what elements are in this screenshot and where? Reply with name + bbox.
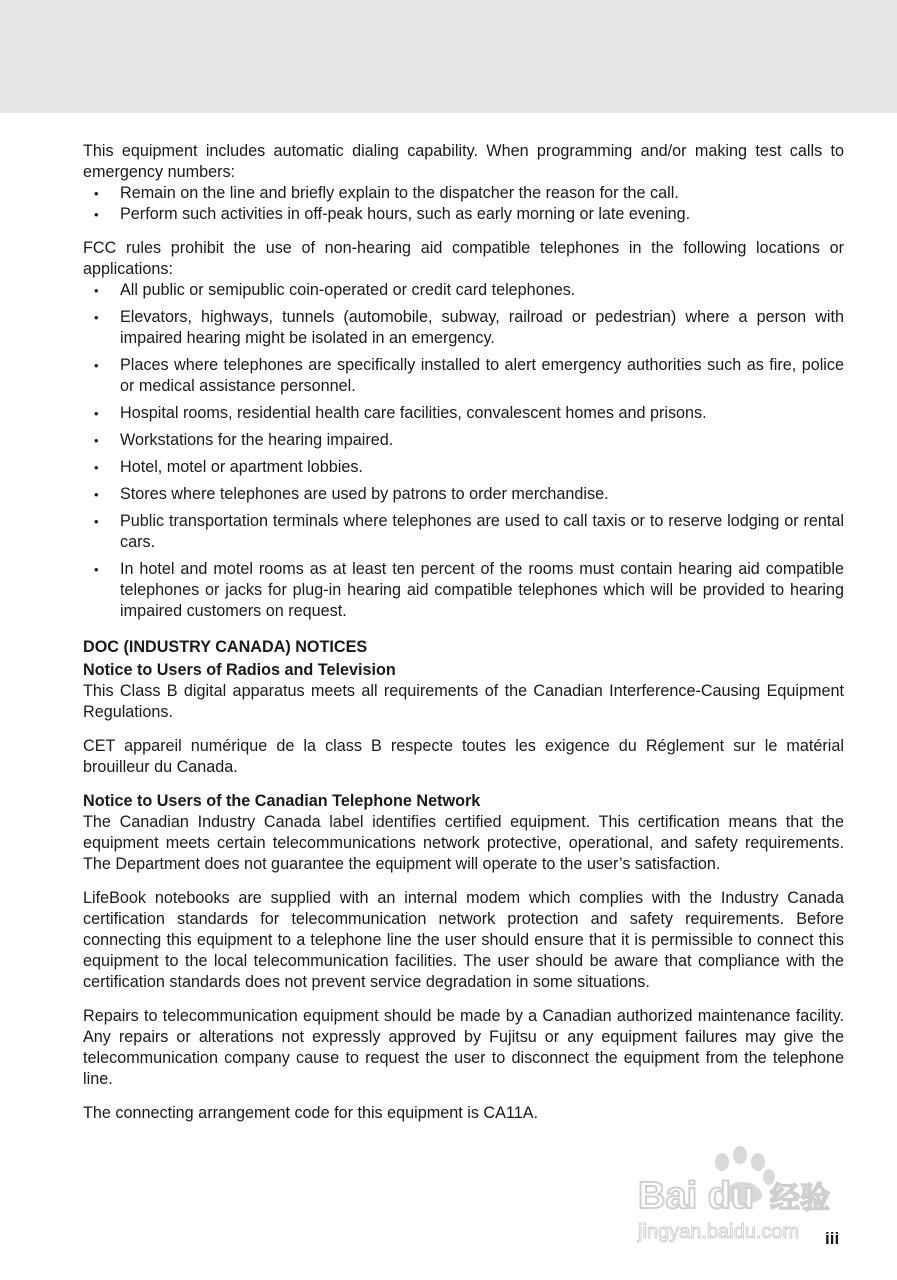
list-item: • Hotel, motel or apartment lobbies. — [83, 457, 844, 478]
watermark-url: jingyan.baidu.com — [638, 1221, 800, 1243]
header-band — [0, 0, 897, 113]
page-body — [83, 141, 844, 1124]
list-item: • In hotel and motel rooms as at least ten percent of the rooms must contain hearing aid compatible telephones or jacks for plug-in hearing aid compatible telephones which will be provided to hearing impaired customers on request. — [83, 559, 844, 622]
list-item: • Elevators, highways, tunnels (automobile, subway, railroad or pedestrian) where a person with impaired hearing might be isolated in an emergency. — [83, 307, 844, 349]
list-item: • Places where telephones are specifically installed to alert emergency authorities such as fire, police or medical assistance personnel. — [83, 355, 844, 397]
telephone-network-heading: Notice to Users of the Canadian Telephone Network — [83, 792, 481, 810]
telephone-network-paragraph: The Canadian Industry Canada label identifies certified equipment. This certification means that the equipment meets certain telecommunications network protective, operational, and safety requirements. The Department does not guarantee the equipment will operate to the user’s satisfaction. — [83, 813, 844, 873]
list-item: • Hospital rooms, residential health care facilities, convalescent homes and prisons. — [83, 403, 844, 424]
page-number: iii — [825, 1229, 840, 1248]
fcc-bullet-list — [83, 280, 844, 622]
list-item: • Perform such activities in off-peak hours, such as early morning or late evening. — [83, 204, 844, 225]
fcc-rules-paragraph: FCC rules prohibit the use of non-hearing aid compatible telephones in the following locations or applications: — [83, 239, 844, 278]
list-item: • All public or semipublic coin-operated or credit card telephones. — [83, 280, 844, 301]
list-item: • Remain on the line and briefly explain to the dispatcher the reason for the call. — [83, 183, 844, 204]
telephone-network-paragraph: LifeBook notebooks are supplied with an internal modem which complies with the Industry Canada certification standards for telecommunication network protection and safety requirements. Before connecting this equipment to a telephone line the user should ensure that it is permissible to connect this equipment to the local telecommunication facilities. The user should be aware that compliance with the certification standards does not prevent service degradation in some situations. — [83, 889, 844, 991]
radios-tv-paragraph-fr: CET appareil numérique de la class B respecte toutes les exigence du Réglement sur le matérial brouilleur du Canada. — [83, 737, 844, 776]
intro-paragraph: This equipment includes automatic dialing capability. When programming and/or making test calls to emergency numbers: — [83, 142, 844, 181]
watermark-brand: Bai du — [638, 1175, 755, 1217]
watermark-chinese: 经验 — [770, 1181, 830, 1216]
radios-tv-heading: Notice to Users of Radios and Television — [83, 661, 396, 679]
baidu-jingyan-watermark — [636, 1142, 846, 1250]
list-item: • Public transportation terminals where telephones are used to call taxis or to reserve lodging or rental cars. — [83, 511, 844, 553]
list-item: • Stores where telephones are used by patrons to order merchandise. — [83, 484, 844, 505]
connecting-code-paragraph: The connecting arrangement code for this equipment is CA11A. — [83, 1104, 539, 1122]
doc-notices-heading: DOC (INDUSTRY CANADA) NOTICES — [83, 638, 368, 656]
telephone-network-paragraph: Repairs to telecommunication equipment should be made by a Canadian authorized maintenance facility. Any repairs or alterations not expressly approved by Fujitsu or any equipment failures may give the telecommunication company cause to request the user to disconnect the equipment from the telephone line. — [83, 1007, 844, 1088]
list-item: • Workstations for the hearing impaired. — [83, 430, 844, 451]
radios-tv-paragraph-en: This Class B digital apparatus meets all requirements of the Canadian Interference-Causing Equipment Regulations. — [83, 682, 844, 721]
dialing-bullet-list — [83, 183, 844, 225]
